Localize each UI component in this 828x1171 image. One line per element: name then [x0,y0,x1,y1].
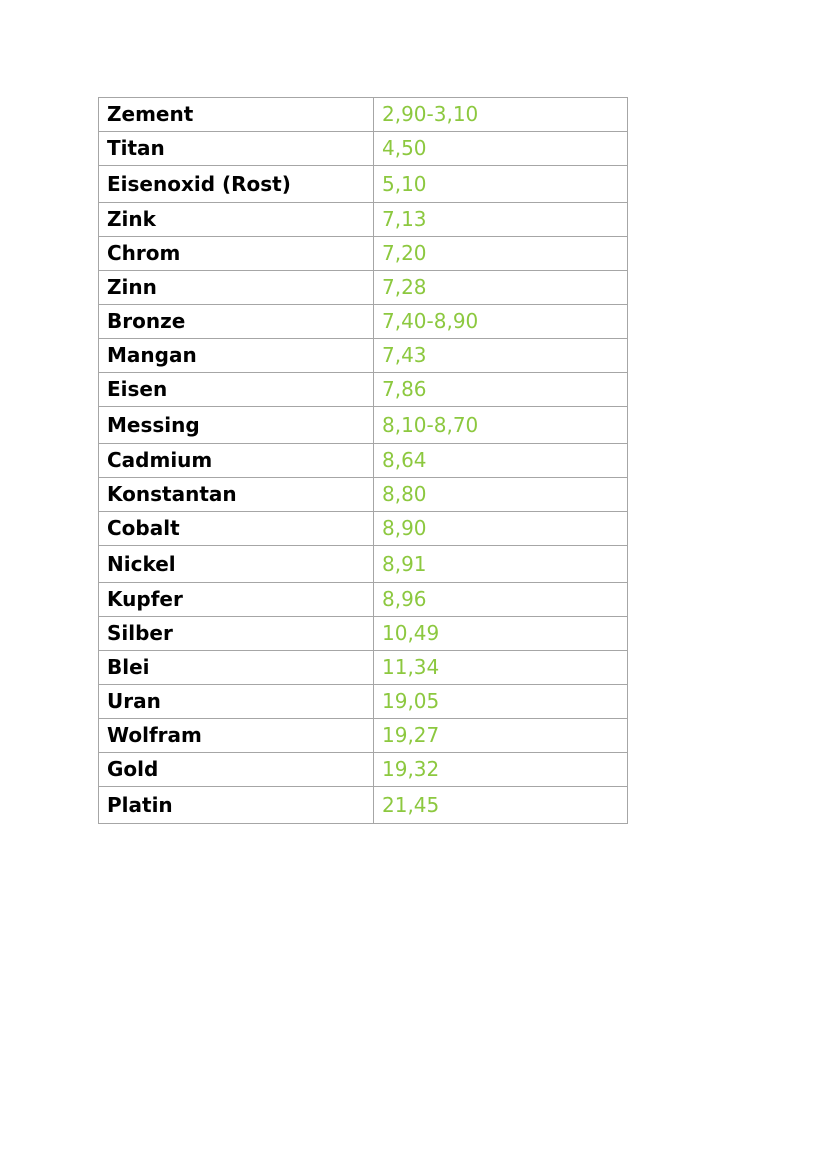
value-cell: 8,96 [374,583,628,617]
material-cell: Gold [99,753,374,787]
value-cell: 7,40-8,90 [374,305,628,339]
material-cell: Platin [99,787,374,824]
material-cell: Blei [99,651,374,685]
material-cell: Silber [99,617,374,651]
material-cell: Messing [99,407,374,444]
material-cell: Konstantan [99,478,374,512]
value-cell: 19,05 [374,685,628,719]
value-cell: 8,91 [374,546,628,583]
material-cell: Zinn [99,271,374,305]
table-row [99,203,628,237]
table-row [99,719,628,753]
material-cell: Wolfram [99,719,374,753]
table-row [99,546,628,583]
value-cell: 7,20 [374,237,628,271]
table-row [99,339,628,373]
table-row [99,407,628,444]
value-cell: 4,50 [374,132,628,166]
table-row [99,478,628,512]
material-cell: Cobalt [99,512,374,546]
value-cell: 2,90-3,10 [374,98,628,132]
table-row [99,583,628,617]
value-cell: 10,49 [374,617,628,651]
material-cell: Zink [99,203,374,237]
table-row [99,512,628,546]
material-cell: Eisen [99,373,374,407]
table-row [99,237,628,271]
table-row [99,444,628,478]
material-cell: Mangan [99,339,374,373]
material-cell: Titan [99,132,374,166]
value-cell: 11,34 [374,651,628,685]
value-cell: 8,64 [374,444,628,478]
table-row [99,753,628,787]
table-row [99,651,628,685]
table-row [99,685,628,719]
table-row [99,617,628,651]
material-cell: Cadmium [99,444,374,478]
material-cell: Kupfer [99,583,374,617]
material-cell: Chrom [99,237,374,271]
value-cell: 7,43 [374,339,628,373]
value-cell: 5,10 [374,166,628,203]
value-cell: 7,28 [374,271,628,305]
value-cell: 21,45 [374,787,628,824]
value-cell: 8,80 [374,478,628,512]
value-cell: 7,86 [374,373,628,407]
material-cell: Bronze [99,305,374,339]
value-cell: 8,10-8,70 [374,407,628,444]
material-cell: Nickel [99,546,374,583]
table-row [99,132,628,166]
material-cell: Eisenoxid (Rost) [99,166,374,203]
value-cell: 7,13 [374,203,628,237]
table-row [99,373,628,407]
table-row [99,166,628,203]
table-row [99,98,628,132]
material-cell: Zement [99,98,374,132]
value-cell: 8,90 [374,512,628,546]
value-cell: 19,32 [374,753,628,787]
material-cell: Uran [99,685,374,719]
table-row [99,787,628,824]
density-table-body [99,98,628,824]
density-table [98,97,628,824]
table-row [99,305,628,339]
value-cell: 19,27 [374,719,628,753]
table-row [99,271,628,305]
